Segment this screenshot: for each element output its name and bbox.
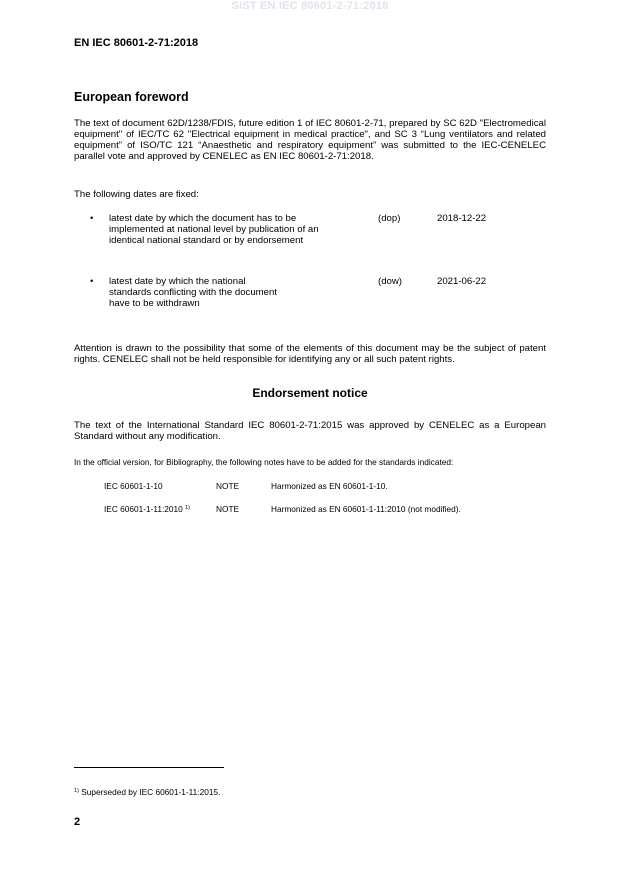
- date-item-text: latest date by which the national standards conflicting with the document have to be withdrawn: [109, 276, 277, 309]
- date-item-date: 2018-12-22: [437, 213, 487, 224]
- bullet-marker: •: [90, 276, 94, 287]
- footnote-text: Superseded by IEC 60601-1-11:2015.: [81, 787, 221, 797]
- bullet-marker: •: [90, 213, 94, 224]
- note-label: NOTE: [216, 504, 240, 514]
- foreword-paragraph: The text of document 62D/1238/FDIS, future edition 1 of IEC 80601-2-71, prepared by SC 62D "Electromedical equipment" of IEC/TC 62 "Electrical equipment in medical practice", and SC 3 “Lung ventilators and related equipment” of ISO/TC 121 “Anaesthetic and respiratory equipment” was submitted to the IEC-CENELEC parallel vote and approved by CENELEC as EN IEC 80601-2-71:2018.: [74, 118, 546, 162]
- footnote-mark: 1): [185, 505, 190, 511]
- note-text: Harmonized as EN 60601-1-11:2010 (not modified).: [271, 504, 461, 514]
- foreword-title: European foreword: [74, 90, 189, 104]
- document-id: EN IEC 80601-2-71:2018: [74, 37, 199, 49]
- note-text: Harmonized as EN 60601-1-10.: [271, 481, 388, 491]
- endorsement-paragraph: The text of the International Standard IEC 80601-2-71:2015 was approved by CENELEC as a European Standard without any modification.: [74, 420, 546, 442]
- page-number: 2: [74, 816, 81, 828]
- dates-intro: The following dates are fixed:: [74, 189, 199, 200]
- footnote-mark: 1): [74, 788, 79, 794]
- note-standard: IEC 60601-1-10: [104, 481, 163, 491]
- note-label: NOTE: [216, 481, 240, 491]
- endorsement-title: Endorsement notice: [252, 386, 368, 400]
- watermark: SIST EN IEC 80601-2-71:2018: [231, 0, 389, 12]
- date-item-code: (dow): [378, 276, 402, 287]
- footnote-divider: [74, 767, 224, 768]
- date-item-text: latest date by which the document has to be implemented at national level by publication of an identical national standard or by endorsement: [109, 213, 319, 246]
- patent-attention: Attention is drawn to the possibility that some of the elements of this document may be the subject of patent rights. CENELEC shall not be held responsible for identifying any or all such patent rights.: [74, 343, 546, 365]
- footnote: [74, 787, 220, 797]
- date-item-code: (dop): [378, 213, 401, 224]
- date-item-date: 2021-06-22: [437, 276, 487, 287]
- bibliography-intro: In the official version, for Bibliography, the following notes have to be added for the standards indicated:: [74, 457, 454, 467]
- note-standard: IEC 60601-1-11:2010 $^{1)}$: [104, 504, 190, 514]
